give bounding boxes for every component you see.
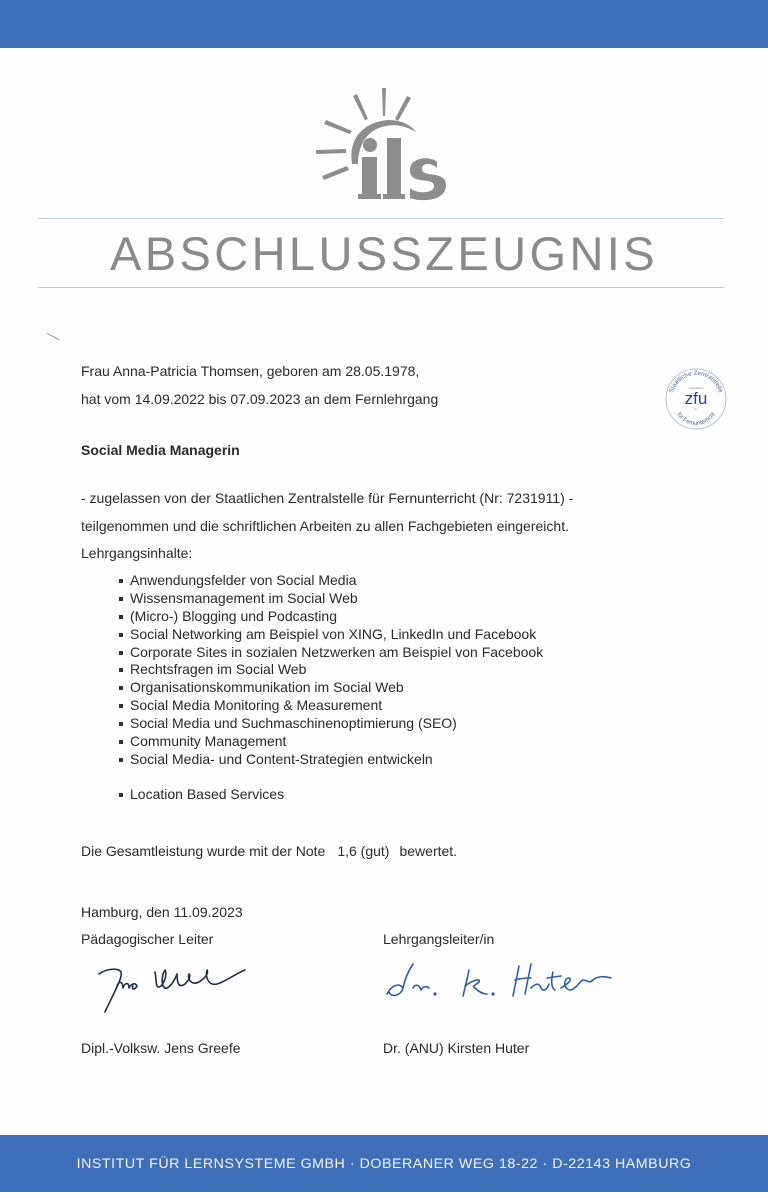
list-item: Location Based Services (119, 786, 543, 804)
svg-text:zfu: zfu (684, 389, 708, 408)
approval-line-1: - zugelassen von der Staatlichen Zentralstelle für Fernunterricht (Nr: 7231911) - (81, 490, 574, 506)
signatory-1-role: Pädagogischer Leiter (81, 931, 214, 947)
bullet-icon (119, 686, 123, 690)
bullet-icon (119, 722, 123, 726)
bullet-icon (119, 740, 123, 744)
place-date: Hamburg, den 11.09.2023 (81, 904, 243, 920)
list-item: Wissensmanagement im Social Web (119, 590, 543, 608)
svg-text:zugelassen: zugelassen (688, 386, 704, 390)
list-item: Corporate Sites in sozialen Netzwerken am Beispiel von Facebook (119, 644, 543, 662)
contents-label: Lehrgangsinhalte: (81, 545, 193, 561)
signatory-2-name: Dr. (ANU) Kirsten Huter (383, 1040, 530, 1056)
ils-wordmark (358, 138, 446, 200)
list-item: Community Management (119, 733, 543, 751)
bullet-icon (119, 758, 123, 762)
list-item: Social Media und Suchmaschinenoptimierung (SEO) (119, 715, 543, 733)
approval-line-2: teilgenommen und die schriftlichen Arbeiten zu allen Fachgebieten eingereicht. (81, 518, 569, 534)
zfu-seal-icon (664, 367, 728, 431)
footer-address: INSTITUT FÜR LERNSYSTEME GMBH · DOBERANER WEG 18-22 · D-22143 HAMBURG (76, 1156, 692, 1172)
title-rule-top (38, 218, 724, 219)
header-band (0, 0, 768, 48)
bullet-icon (119, 597, 123, 601)
svg-text:Nr.: Nr. (694, 408, 698, 411)
grade-prefix: Die Gesamtleistung wurde mit der Note (81, 843, 326, 859)
svg-text:Staatliche Zentralstelle: Staatliche Zentralstelle (667, 369, 725, 394)
ils-logo (312, 86, 462, 206)
list-item: Social Networking am Beispiel von XING, LinkedIn und Facebook (119, 626, 543, 644)
scan-artifact (47, 333, 60, 340)
bullet-icon (119, 668, 123, 672)
list-item: Organisationskommunikation im Social Web (119, 679, 543, 697)
title-rule-bottom (38, 287, 724, 288)
list-item: Social Media- und Content-Strategien entwickeln (119, 751, 543, 769)
bullet-icon (119, 633, 123, 637)
intro-line-2: hat vom 14.09.2022 bis 07.09.2023 an dem Fernlehrgang (81, 391, 439, 407)
signatory-2-role: Lehrgangsleiter/in (383, 931, 495, 947)
list-item: Anwendungsfelder von Social Media (119, 572, 543, 590)
list-item: Rechtsfragen im Social Web (119, 661, 543, 679)
course-contents-list (119, 572, 543, 804)
bullet-icon (119, 579, 123, 583)
bullet-icon (119, 704, 123, 708)
grade-suffix: bewertet. (399, 843, 458, 859)
list-item: Social Media Monitoring & Measurement (119, 697, 543, 715)
bullet-icon (119, 793, 123, 797)
signatory-1-name: Dipl.-Volksw. Jens Greefe (81, 1040, 241, 1056)
grade-value: 1,6 (gut) (337, 843, 390, 859)
bullet-icon (119, 615, 123, 619)
intro-line-1: Frau Anna-Patricia Thomsen, geboren am 28.05.1978, (81, 363, 420, 379)
course-title: Social Media Managerin (81, 442, 240, 458)
signature-kirsten-huter (383, 958, 623, 1008)
svg-text:für Fernunterricht: für Fernunterricht (675, 411, 717, 428)
list-item: (Micro-) Blogging und Podcasting (119, 608, 543, 626)
bullet-icon (119, 651, 123, 655)
signature-jens-greefe (95, 960, 255, 1020)
grade-statement (81, 843, 457, 860)
document-title: ABSCHLUSSZEUGNIS (109, 227, 658, 280)
